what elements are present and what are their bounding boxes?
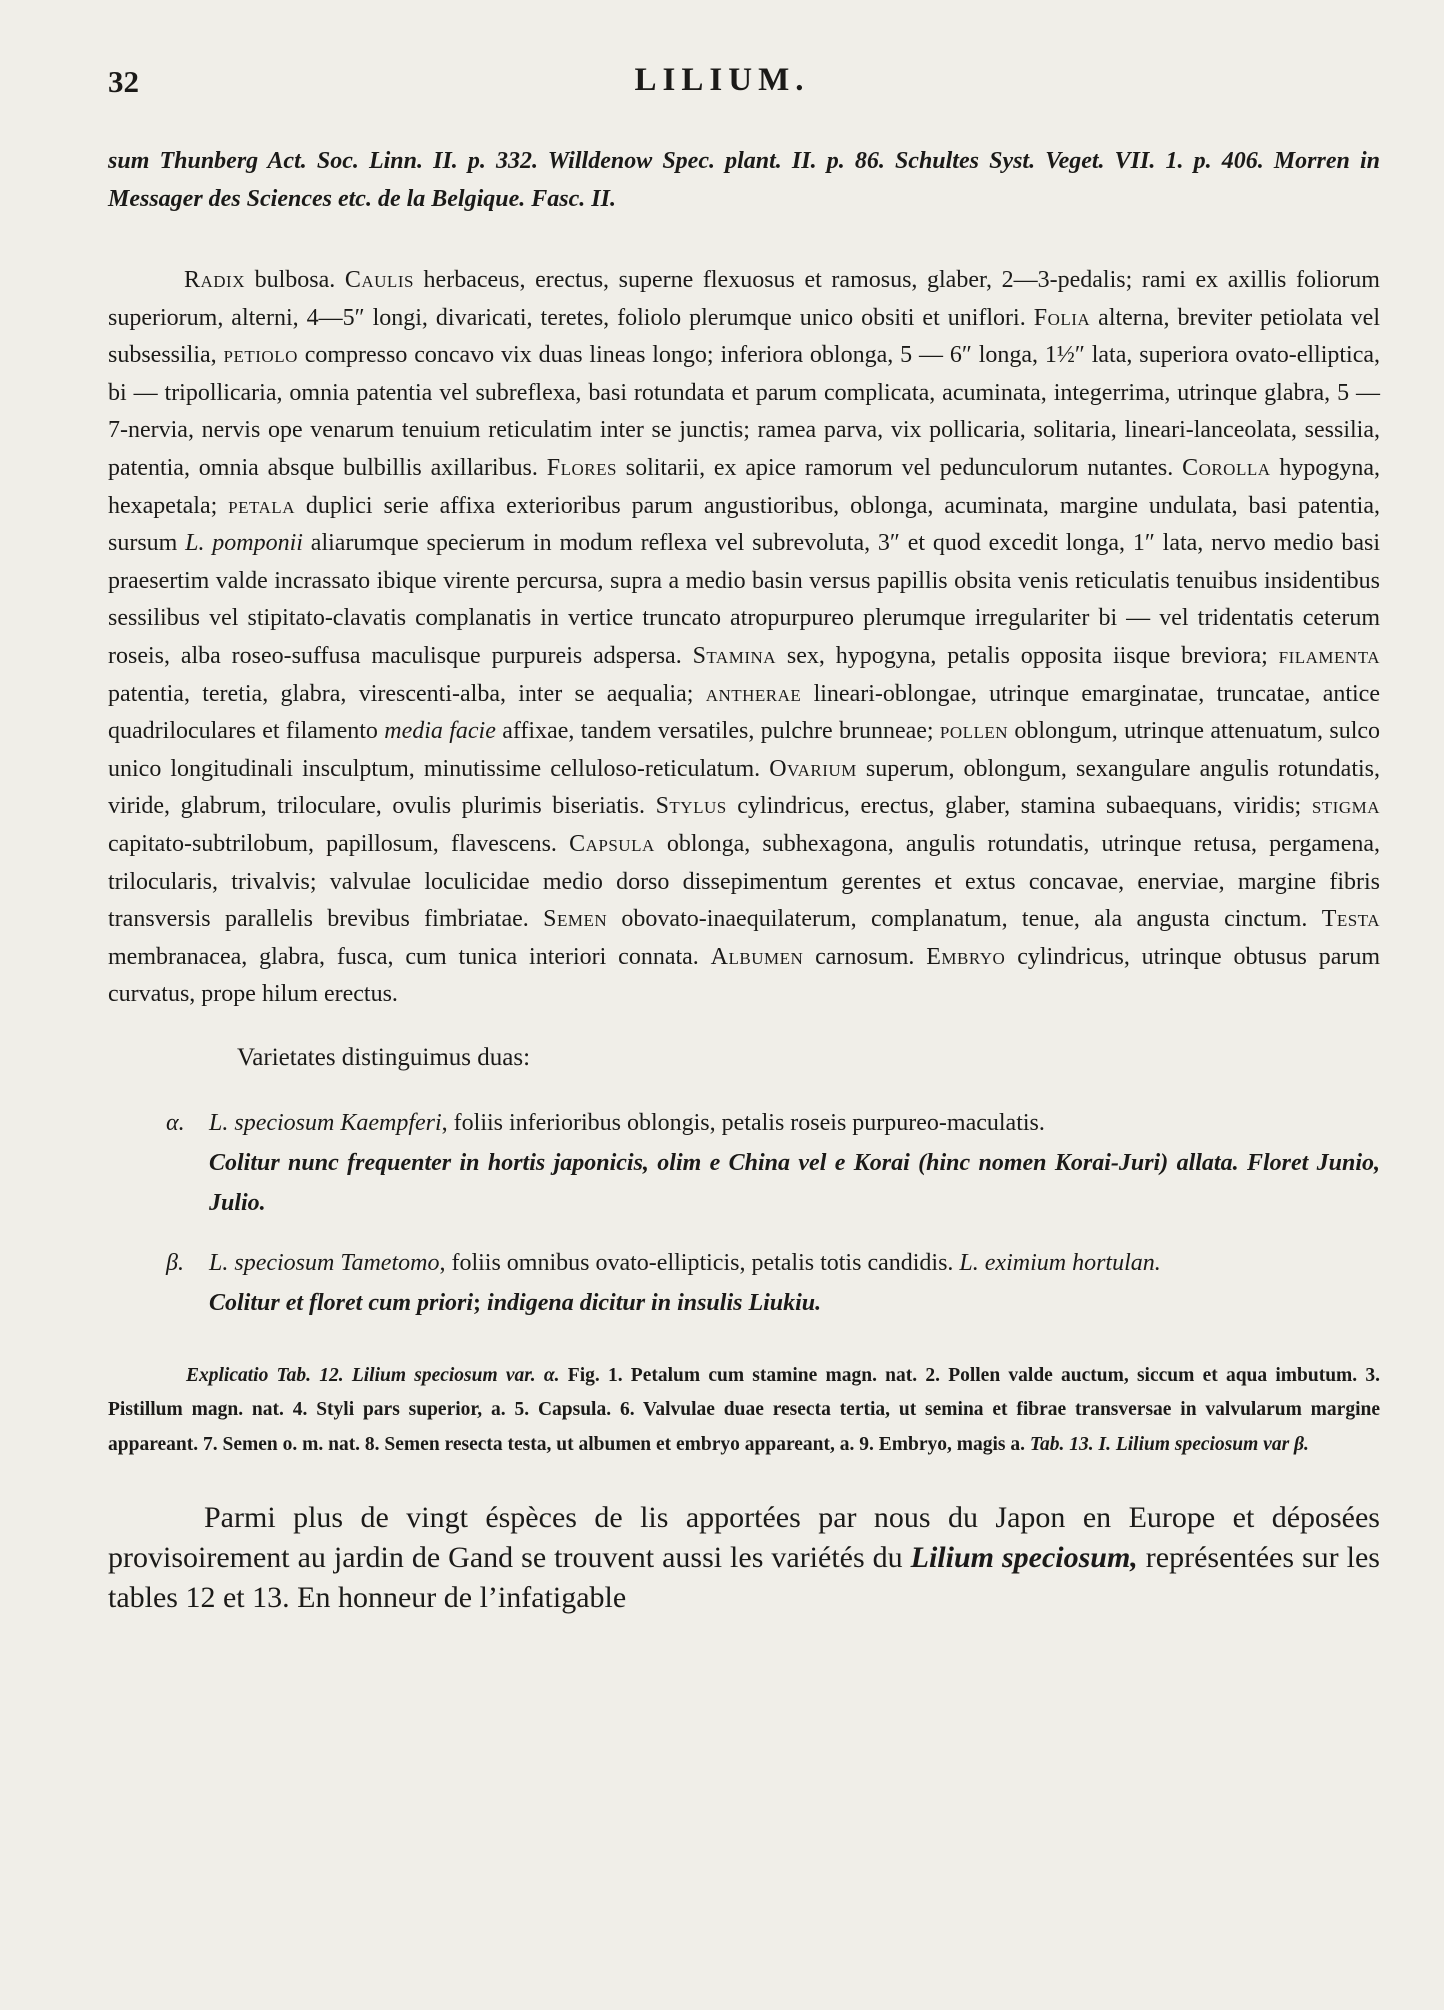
variety-beta-note-2: indigena dicitur in insulis Liukiu.: [487, 1289, 822, 1316]
species-description: [108, 262, 1380, 1014]
term-stylus: Stylus: [655, 793, 727, 820]
citation-paragraph: sum Thunberg Act. Soc. Linn. II. p. 332. Willdenow Spec. plant. II. p. 86. Schultes Syst. Veget. VII. 1. p. 406. Morren in Messager des Sciences etc. de la Belgique. Fasc. II.: [108, 148, 1380, 212]
albumen-text: carnosum.: [803, 943, 927, 970]
caulis-text: herbaceus, erectus, superne flexuosus et ramosus, glaber, 2—3-pedalis; rami ex axillis foliorum superiorum, alterni, 4—5″ longi, divaricati, teretes, foliolo plerumque unico obsiti et uniflori.: [108, 267, 1380, 331]
antherae-text-2: affixae, tandem versatiles, pulchre brunneae;: [495, 718, 940, 745]
stamina-text: sex, hypogyna, petalis opposita iisque breviora;: [776, 642, 1279, 669]
plate-explanation-tab13: Tab. 13. I. Lilium speciosum var β.: [1029, 1433, 1309, 1455]
term-testa: Testa: [1321, 906, 1380, 933]
term-caulis: Caulis: [344, 267, 414, 293]
pollen-text: oblongum, utrinque attenuatum, sulco unico longitudinali insculptum, minutissime celluloso-reticulatum.: [108, 718, 1381, 782]
folia-text: alterna, breviter petiolata vel subsessilia,: [108, 304, 1381, 369]
variety-alpha-note: Colitur nunc frequenter in hortis japonicis, olim e China vel e Korai (hinc nomen Korai-Juri) allata. Floret Junio, Julio.: [209, 1149, 1380, 1216]
variety-beta-synonym: L. eximium hortulan.: [959, 1249, 1161, 1276]
antherae-text-1: lineari-oblongae, utrinque emarginatae, truncatae, antice quadriloculares et filamento: [108, 680, 1380, 745]
flores-text: solitarii, ex apice ramorum vel pedunculorum nutantes.: [616, 454, 1183, 481]
french-text-1: Parmi plus de vingt éspèces de lis apportées par nous du Japon en Europe et déposées provisoirement au jardin de Gand se trouvent aussi les variétés du: [108, 1501, 1380, 1575]
term-petiolo: petiolo: [223, 342, 298, 369]
corolla-text: hypogyna, hexapetala;: [108, 454, 1380, 519]
running-title: LILIUM.: [634, 62, 810, 98]
variety-beta-marker: β.: [166, 1249, 184, 1276]
capsula-text: oblonga, subhexagona, angulis rotundatis, utrinque retusa, pergamena, trilocularis, trivalvis; valvulae loculicidae medio dorso dissepimentum gerentes et extus concavae, enerviae, margine fibris transversis parallelis brevibus fimbriatae.: [108, 830, 1380, 933]
term-folia: Folia: [1033, 304, 1091, 331]
page-number: 32: [108, 64, 139, 99]
stigma-text: capitato-subtrilobum, papillosum, flavescens.: [108, 830, 570, 857]
plate-explanation: [108, 1359, 1380, 1463]
variety-alpha-name: L. speciosum Kaempferi: [209, 1109, 442, 1136]
page-header: [0, 60, 1444, 110]
varieties-intro: Varietates distinguimus duas:: [237, 1043, 531, 1071]
term-corolla: Corolla: [1182, 454, 1271, 481]
antherae-italic: media facie: [384, 718, 496, 745]
french-species: Lilium speciosum,: [910, 1541, 1138, 1575]
variety-beta-note-1: Colitur et floret cum priori: [209, 1289, 474, 1316]
testa-text: membranacea, glabra, fusca, cum tunica interiori connata.: [108, 943, 711, 970]
term-semen: Semen: [543, 906, 608, 933]
plate-explanation-lead: Explicatio Tab. 12. Lilium speciosum var. α.: [186, 1364, 560, 1386]
variety-alpha-line: [209, 1103, 1380, 1143]
french-text-2: représentées sur les tables 12 et 13. En honneur de l’infatigable: [108, 1541, 1380, 1615]
term-albumen: Albumen: [710, 943, 804, 970]
term-ovarium: Ovarium: [769, 755, 857, 782]
ovarium-text: superum, oblongum, sexangulare angulis rotundatis, viride, glabrum, triloculare, ovulis plurimis biseriatis.: [108, 755, 1380, 820]
term-antherae: antherae: [705, 680, 802, 707]
petiolo-text: compresso concavo vix duas lineas longo; inferiora oblonga, 5 — 6″ longa, 1½″ lata, superiora ovato-elliptica, bi — tripollicaria, omnia patentia vel subreflexa, basi rotundata et parum complicata, acuminata, integerrima, utrinque glabra, 5 — 7-nervia, nervis ope venarum tenuium reticulatim inter se junctis; ramea parva, vix pollicaria, solitaria, lineari-lanceolata, sessilia, patentia, omnia absque bulbillis axillaribus.: [108, 342, 1380, 481]
semen-text: obovato-inaequilaterum, complanatum, tenue, ala angusta cinctum.: [607, 906, 1322, 933]
stylus-text: cylindricus, erectus, glaber, stamina subaequans, viridis;: [726, 793, 1312, 820]
variety-beta-line: [209, 1243, 1380, 1283]
radix-text: bulbosa.: [245, 267, 345, 293]
term-pollen: pollen: [939, 718, 1009, 745]
variety-beta-name: L. speciosum Tametomo: [209, 1249, 440, 1276]
petala-text-2: aliarumque specierum in modum reflexa vel subrevoluta, 3″ et quod excedit longa, 1″ lata, nervo medio basi praesertim valde incrassato ibique virente percursa, supra a medio basin versus papillis obsita venis reticulatis tenuibus insidentibus sessilibus vel stipitato-clavatis complanatis in vertice truncato atropurpureo plerumque irregulariter bi — vel tridentatis ceterum roseis, alba roseo-suffusa maculisque purpureis adspersa.: [108, 530, 1381, 669]
term-filamenta: filamenta: [1278, 642, 1380, 669]
variety-alpha-marker: α.: [166, 1109, 185, 1136]
variety-alpha: [108, 1103, 1380, 1223]
variety-alpha-desc: , foliis inferioribus oblongis, petalis roseis purpureo-maculatis.: [441, 1109, 1045, 1136]
term-flores: Flores: [546, 454, 617, 481]
variety-beta-note-sep: ;: [473, 1289, 488, 1316]
french-paragraph: [108, 1498, 1380, 1618]
term-radix: Radix: [184, 267, 245, 293]
plate-explanation-text: Fig. 1. Petalum cum stamine magn. nat. 2. Pollen valde auctum, siccum et aqua imbutum. 3. Pistillum magn. nat. 4. Styli pars superior, a. 5. Capsula. 6. Valvulae duae resecta tertia, ut semina et fibrae transversae in valvularum margine appareant. 7. Semen o. m. nat. 8. Semen resecta testa, ut albumen et embryo appareant, a. 9. Embryo, magis a.: [108, 1364, 1381, 1455]
filamenta-text: patentia, teretia, glabra, virescenti-alba, inter se aequalia;: [108, 680, 706, 707]
page-body: [108, 142, 1380, 1648]
term-capsula: Capsula: [569, 830, 655, 857]
term-stigma: stigma: [1311, 793, 1381, 820]
term-embryo: Embryo: [926, 943, 1006, 970]
term-stamina: Stamina: [692, 642, 777, 669]
term-petala: petala: [228, 492, 295, 519]
petala-text-1: duplici serie affixa exterioribus parum angustioribus, oblonga, acuminata, margine undulata, basi patentia, sursum: [108, 492, 1380, 557]
variety-beta-note: [209, 1283, 1380, 1323]
embryo-text: cylindricus, utrinque obtusus parum curvatus, prope hilum erectus.: [108, 943, 1380, 1008]
variety-beta: [108, 1243, 1380, 1323]
variety-beta-desc: , foliis omnibus ovato-ellipticis, petalis totis candidis.: [439, 1249, 960, 1276]
petala-species: L. pomponii: [185, 530, 303, 557]
